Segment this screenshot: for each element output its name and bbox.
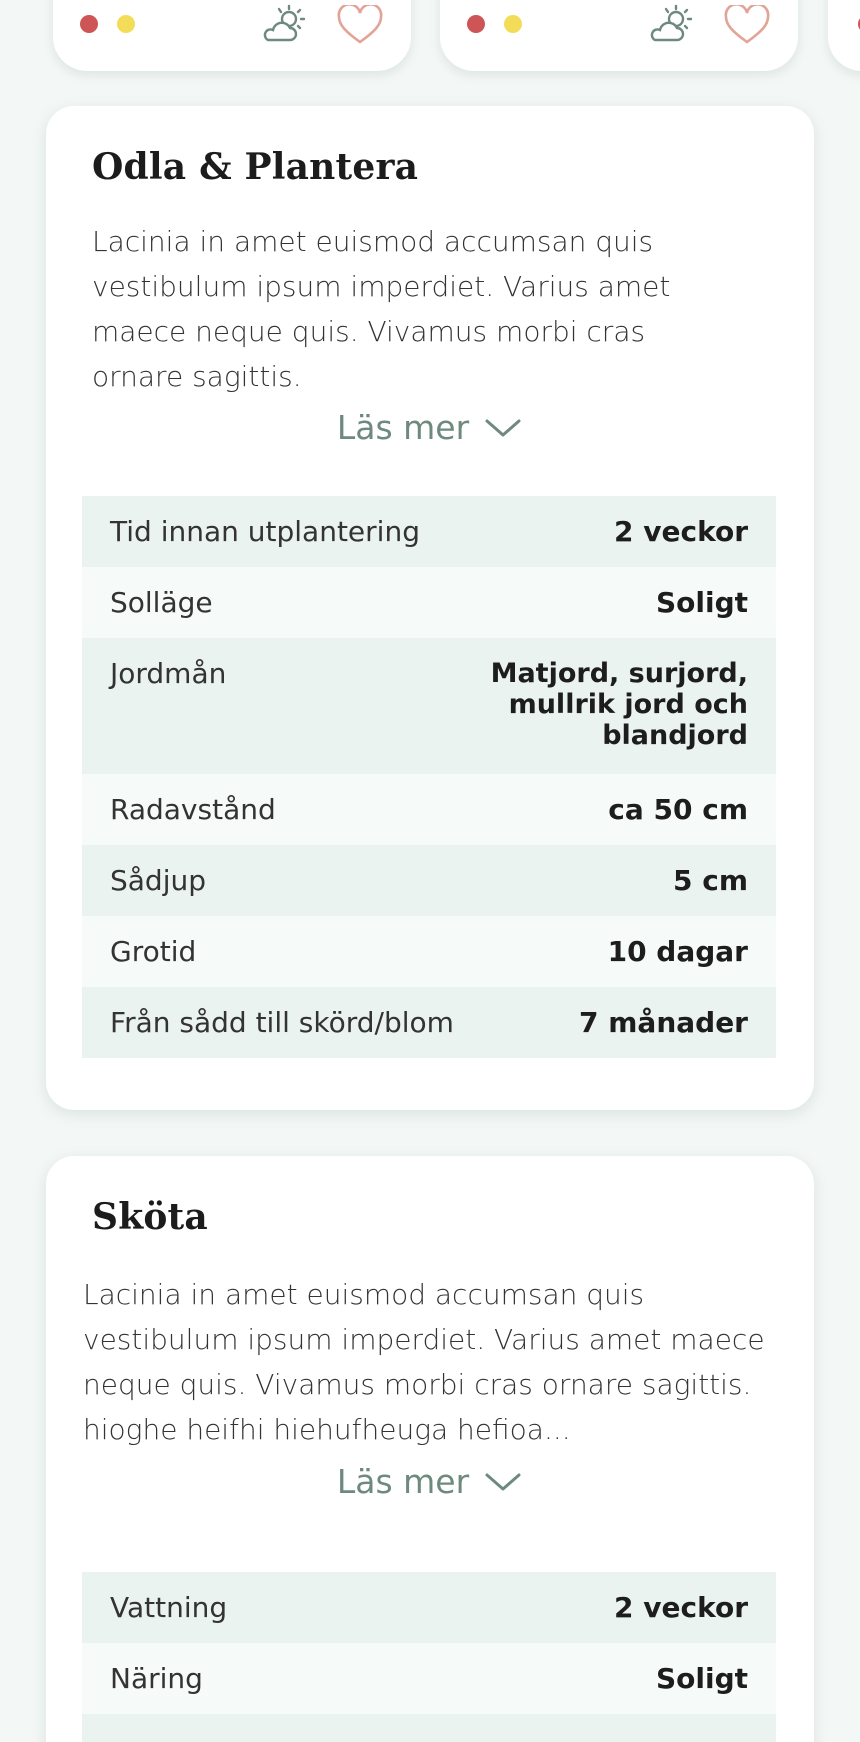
table-row bbox=[82, 1714, 776, 1742]
table-row bbox=[82, 845, 776, 916]
row-value: Soligt bbox=[655, 586, 748, 619]
plant-carousel[interactable] bbox=[0, 0, 860, 71]
row-label: Grotid bbox=[110, 935, 197, 968]
info-table bbox=[82, 1572, 776, 1742]
read-more-label: Läs mer bbox=[336, 408, 470, 447]
table-row bbox=[82, 774, 776, 845]
row-label: Solläge bbox=[110, 586, 213, 619]
table-row bbox=[82, 987, 776, 1058]
section-title: Odla & Plantera bbox=[92, 146, 419, 188]
section-description: Lacinia in amet euismod accumsan quis vestibulum ipsum imperdiet. Varius amet maece neque quis. Vivamus morbi cras ornare sagittis. bbox=[92, 225, 671, 393]
row-value: Soligt bbox=[655, 1662, 748, 1695]
care-card bbox=[46, 1156, 814, 1742]
table-row bbox=[82, 1643, 776, 1714]
row-value: 2 veckor bbox=[614, 1591, 748, 1624]
partly-sunny-icon bbox=[647, 4, 693, 44]
read-more-button[interactable] bbox=[46, 1462, 814, 1501]
table-row bbox=[82, 1572, 776, 1643]
row-value: ca 50 cm bbox=[608, 793, 748, 826]
row-label: Vattning bbox=[110, 1591, 228, 1624]
row-label: Från sådd till skörd/blom bbox=[110, 1006, 454, 1039]
row-label: Näring bbox=[110, 1662, 203, 1695]
table-row bbox=[82, 567, 776, 638]
color-dot-red bbox=[80, 15, 98, 33]
row-label: Jordmån bbox=[110, 657, 227, 690]
table-row bbox=[82, 496, 776, 567]
heart-icon[interactable] bbox=[723, 5, 771, 45]
row-value: Matjord, surjord, mullrik jord och blandjord bbox=[490, 658, 748, 751]
plant-card[interactable] bbox=[828, 0, 860, 71]
heart-icon[interactable] bbox=[336, 5, 384, 45]
chevron-down-icon bbox=[483, 1470, 523, 1494]
row-label: Sådjup bbox=[110, 864, 207, 897]
color-dot-red bbox=[467, 15, 485, 33]
row-label: Tid innan utplantering bbox=[110, 515, 420, 548]
chevron-down-icon bbox=[483, 416, 523, 440]
color-dot-yellow bbox=[117, 15, 135, 33]
read-more-button[interactable] bbox=[46, 408, 814, 447]
grow-and-plant-card bbox=[46, 106, 814, 1110]
row-value: 7 månader bbox=[579, 1006, 748, 1039]
row-value: 10 dagar bbox=[607, 935, 748, 968]
table-row bbox=[82, 916, 776, 987]
read-more-label: Läs mer bbox=[336, 1462, 470, 1501]
partly-sunny-icon bbox=[260, 4, 306, 44]
table-row bbox=[82, 638, 776, 774]
row-value: 2 veckor bbox=[614, 515, 748, 548]
section-description: Lacinia in amet euismod accumsan quis vestibulum ipsum imperdiet. Varius amet maece neque quis. Vivamus morbi cras ornare sagittis. hioghe heifhi hiehufheuga hefioa... bbox=[83, 1278, 765, 1446]
section-title: Sköta bbox=[92, 1196, 208, 1238]
info-table bbox=[82, 496, 776, 1058]
color-dot-yellow bbox=[504, 15, 522, 33]
plant-card[interactable] bbox=[53, 0, 411, 71]
row-label: Radavstånd bbox=[110, 793, 276, 826]
plant-card[interactable] bbox=[440, 0, 798, 71]
row-value: 5 cm bbox=[672, 864, 748, 897]
